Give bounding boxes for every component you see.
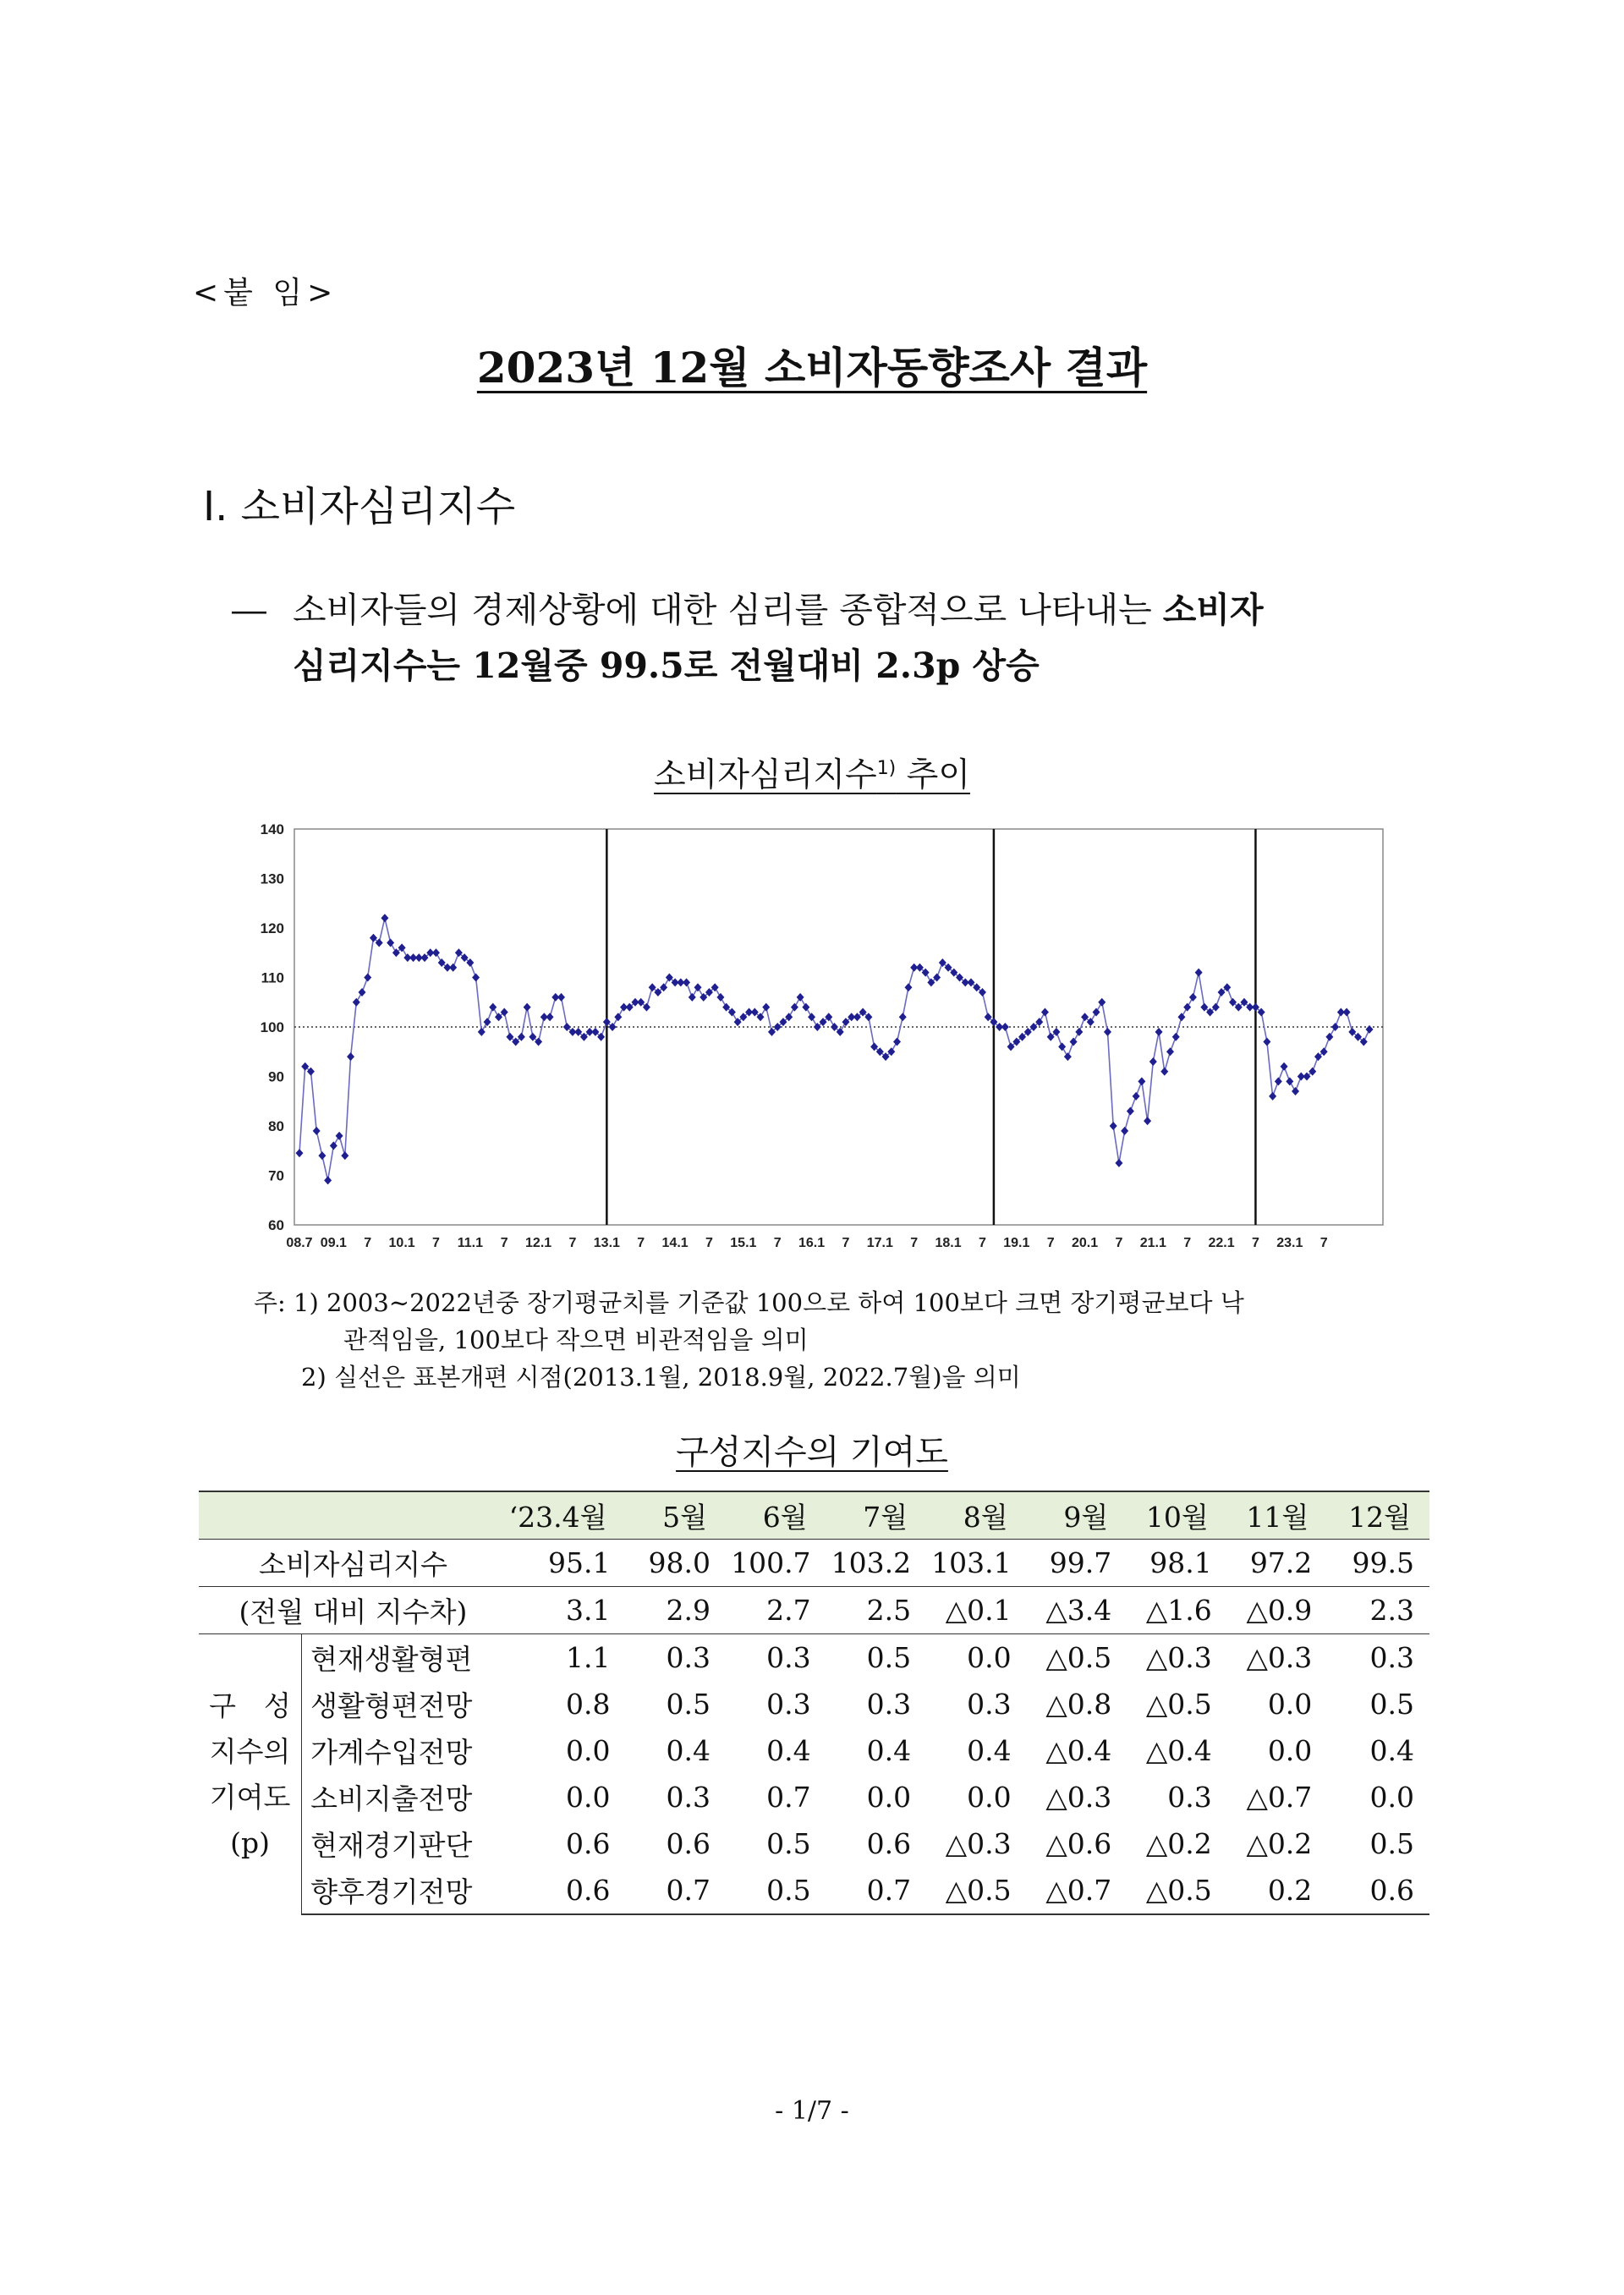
table-row-component xyxy=(199,1681,1429,1727)
note-1 xyxy=(254,1284,1244,1321)
table-cell: 0.2 xyxy=(1227,1867,1328,1914)
x-tick-label: 18.1 xyxy=(935,1236,962,1250)
table-cell: 0.6 xyxy=(508,1867,626,1914)
table-cell: 0.3 xyxy=(766,1641,811,1674)
table-row-csi xyxy=(199,1540,1429,1587)
column-header: 12월 xyxy=(1327,1491,1429,1540)
x-tick-label: 7 xyxy=(705,1236,713,1250)
table-cell: △0.7 xyxy=(1027,1867,1127,1914)
table-cell: 1.1 xyxy=(565,1641,611,1674)
x-tick-label: 22.1 xyxy=(1208,1236,1235,1250)
table-cell: 0.3 xyxy=(766,1688,811,1721)
y-tick-label: 130 xyxy=(260,870,284,887)
column-header: 8월 xyxy=(926,1491,1027,1540)
table-cell: 0.7 xyxy=(766,1781,811,1814)
x-tick-label: 7 xyxy=(1320,1236,1328,1250)
table-cell: 0.4 xyxy=(967,1734,1012,1767)
table-cell: 103.2 xyxy=(826,1540,927,1587)
x-tick-label: 23.1 xyxy=(1276,1236,1303,1250)
x-tick-label: 7 xyxy=(773,1236,782,1250)
table-cell: 0.6 xyxy=(1327,1867,1429,1914)
table-cell: 103.1 xyxy=(926,1540,1027,1587)
x-tick-label: 7 xyxy=(568,1236,577,1250)
summary-text-bold-2: 심리지수는 12월중 99.5로 전월대비 2.3p 상승 xyxy=(293,645,1040,686)
x-tick-label: 7 xyxy=(978,1236,986,1250)
summary-bullet xyxy=(232,582,1450,694)
table-cell: 0.8 xyxy=(565,1688,611,1721)
table-row-component xyxy=(199,1820,1429,1867)
table-cell: 95.1 xyxy=(508,1540,626,1587)
table-cell: △0.6 xyxy=(1045,1827,1112,1860)
section-heading: Ⅰ. 소비자심리지수 xyxy=(203,483,516,530)
note-2-text: 실선은 표본개편 시점(2013.1월, 2018.9월, 2022.7월)을 의미 xyxy=(333,1363,1021,1392)
table-cell: 0.6 xyxy=(565,1827,611,1860)
chart-title-footnote-mark: 1) xyxy=(876,758,897,779)
group-label-line: 지수의 xyxy=(209,1734,291,1768)
table-cell: △0.5 xyxy=(1127,1867,1227,1914)
table-cell: △0.7 xyxy=(1246,1781,1313,1814)
x-tick-label: 7 xyxy=(1115,1236,1123,1250)
note-prefix: 주: xyxy=(254,1288,286,1317)
table-cell: 0.3 xyxy=(666,1641,711,1674)
table-cell: 0.5 xyxy=(726,1867,826,1914)
y-tick-label: 120 xyxy=(260,920,284,936)
x-tick-label: 7 xyxy=(910,1236,919,1250)
table-cell: △0.4 xyxy=(1145,1734,1212,1767)
header-corner xyxy=(199,1491,508,1540)
x-tick-label: 21.1 xyxy=(1139,1236,1166,1250)
column-header: 7월 xyxy=(826,1491,927,1540)
table-cell: 2.5 xyxy=(826,1587,927,1634)
x-tick-label: 12.1 xyxy=(525,1236,552,1250)
group-label-line: 구 성 xyxy=(209,1688,291,1722)
chart-notes xyxy=(254,1284,1244,1396)
dash-mark: ― xyxy=(232,590,266,630)
table-cell: 100.7 xyxy=(726,1540,826,1587)
y-tick-label: 60 xyxy=(268,1217,284,1233)
table-cell: △0.4 xyxy=(1045,1734,1112,1767)
table-cell: 0.0 xyxy=(565,1781,611,1814)
table-cell: 0.5 xyxy=(1369,1688,1414,1721)
chart-title-text xyxy=(654,756,970,794)
row-label: 현재생활형편 xyxy=(310,1643,473,1676)
x-tick-label: 15.1 xyxy=(730,1236,757,1250)
table-cell: △0.3 xyxy=(945,1827,1012,1860)
table-cell: 2.9 xyxy=(625,1587,726,1634)
y-tick-label: 90 xyxy=(268,1068,284,1085)
summary-line-2 xyxy=(232,638,1450,694)
x-tick-label: 13.1 xyxy=(593,1236,620,1250)
row-label: 향후경기전망 xyxy=(302,1867,508,1914)
table-cell: 98.1 xyxy=(1127,1540,1227,1587)
table-cell: 0.3 xyxy=(666,1781,711,1814)
column-header: 6월 xyxy=(726,1491,826,1540)
x-tick-label: 14.1 xyxy=(661,1236,689,1250)
table-cell: 0.5 xyxy=(666,1688,711,1721)
table-cell: 0.0 xyxy=(1369,1781,1414,1814)
page-number: - 1/7 - xyxy=(775,2096,849,2126)
row-label: 소비지출전망 xyxy=(310,1782,473,1815)
chart-title-tail: 추이 xyxy=(896,756,971,794)
table-cell: 0.0 xyxy=(1267,1688,1313,1721)
row-label-change: (전월 대비 지수차) xyxy=(199,1587,508,1634)
note-1-cont: 관적임을, 100보다 작으면 비관적임을 의미 xyxy=(343,1326,809,1354)
table-cell: △3.4 xyxy=(1027,1587,1127,1634)
x-tick-label: 08.7 xyxy=(286,1236,313,1250)
table-cell: 99.5 xyxy=(1327,1540,1429,1587)
table-cell: 98.0 xyxy=(625,1540,726,1587)
table-cell: △0.8 xyxy=(1045,1688,1112,1721)
table-cell: 0.4 xyxy=(866,1734,912,1767)
table-cell: 0.0 xyxy=(967,1781,1012,1814)
table-cell: △0.3 xyxy=(1045,1781,1112,1814)
y-tick-label: 70 xyxy=(268,1167,284,1184)
csi-line-chart xyxy=(237,812,1396,1260)
table-row-component xyxy=(199,1727,1429,1774)
table-header-row xyxy=(199,1491,1429,1540)
x-tick-label: 09.1 xyxy=(320,1236,347,1250)
table-cell: △0.5 xyxy=(1145,1688,1212,1721)
table-cell: 0.5 xyxy=(766,1827,811,1860)
table-cell: 2.7 xyxy=(726,1587,826,1634)
table-cell: 99.7 xyxy=(1027,1540,1127,1587)
table-cell: 0.3 xyxy=(866,1688,912,1721)
y-tick-label: 100 xyxy=(260,1019,284,1035)
x-tick-label: 7 xyxy=(842,1236,850,1250)
table-cell: 0.7 xyxy=(625,1867,726,1914)
x-tick-label: 7 xyxy=(1251,1236,1259,1250)
row-label: 생활형편전망 xyxy=(310,1689,473,1722)
table-cell: △0.9 xyxy=(1227,1587,1328,1634)
table-cell: △0.2 xyxy=(1145,1827,1212,1860)
table-cell: △0.3 xyxy=(1246,1641,1313,1674)
chart-title-main: 소비자심리지수 xyxy=(653,756,877,794)
summary-text-plain: 소비자들의 경제상황에 대한 심리를 종합적으로 나타내는 xyxy=(293,590,1163,630)
x-tick-label: 7 xyxy=(637,1236,645,1250)
group-label xyxy=(199,1634,302,1915)
group-label-line: (p) xyxy=(230,1826,270,1859)
table-cell: 0.3 xyxy=(1369,1641,1414,1674)
plot-area xyxy=(294,829,1383,1225)
table-cell: 2.3 xyxy=(1327,1587,1429,1634)
table-cell: 0.3 xyxy=(967,1688,1012,1721)
column-header: 10월 xyxy=(1127,1491,1227,1540)
x-tick-label: 7 xyxy=(1183,1236,1192,1250)
table-cell: △1.6 xyxy=(1127,1587,1227,1634)
x-tick-label: 7 xyxy=(364,1236,372,1250)
x-tick-label: 7 xyxy=(500,1236,508,1250)
table-cell: 0.0 xyxy=(565,1734,611,1767)
table-cell: 0.3 xyxy=(1167,1781,1212,1814)
row-label: 현재경기판단 xyxy=(310,1829,473,1862)
table-cell: 0.4 xyxy=(1369,1734,1414,1767)
note-2 xyxy=(254,1359,1244,1396)
table-title xyxy=(0,1425,1624,1474)
table-cell: 0.5 xyxy=(1369,1827,1414,1860)
group-label-line: 기여도 xyxy=(209,1780,291,1814)
table-cell: 0.0 xyxy=(1267,1734,1313,1767)
chart-title xyxy=(0,749,1624,796)
x-tick-label: 20.1 xyxy=(1071,1236,1099,1250)
contribution-table xyxy=(199,1491,1429,1915)
table-cell: △0.3 xyxy=(1145,1641,1212,1674)
note-2-number: 2) xyxy=(301,1363,326,1392)
x-tick-label: 7 xyxy=(1046,1236,1055,1250)
row-label: 가계수입전망 xyxy=(310,1736,473,1769)
x-tick-label: 7 xyxy=(432,1236,440,1250)
table-cell: △0.5 xyxy=(926,1867,1027,1914)
table-cell: 3.1 xyxy=(508,1587,626,1634)
column-header: 11월 xyxy=(1227,1491,1328,1540)
table-cell: 0.5 xyxy=(866,1641,912,1674)
table-cell: △0.2 xyxy=(1246,1827,1313,1860)
table-cell: 97.2 xyxy=(1227,1540,1328,1587)
table-cell: 0.4 xyxy=(766,1734,811,1767)
table-cell: 0.6 xyxy=(666,1827,711,1860)
table-row-component xyxy=(199,1867,1429,1914)
attachment-label: <붙 임> xyxy=(193,276,338,310)
table-cell: 0.4 xyxy=(666,1734,711,1767)
table-cell: 0.7 xyxy=(826,1867,927,1914)
summary-text-bold-1: 소비자 xyxy=(1162,590,1264,630)
note-1-number: 1) xyxy=(294,1288,319,1317)
table-cell: 0.0 xyxy=(866,1781,912,1814)
note-1-text: 2003∼2022년중 장기평균치를 기준값 100으로 하여 100보다 크면 장기평균보다 낙 xyxy=(326,1288,1244,1317)
table-cell: 0.0 xyxy=(967,1641,1012,1674)
y-tick-label: 80 xyxy=(268,1118,284,1134)
table-cell: △0.1 xyxy=(926,1587,1027,1634)
table-row-component xyxy=(199,1774,1429,1820)
table-row-component xyxy=(199,1634,1429,1682)
column-header: 9월 xyxy=(1027,1491,1127,1540)
y-tick-label: 140 xyxy=(260,821,284,837)
x-tick-label: 11.1 xyxy=(457,1236,483,1250)
document-title-text: 2023년 12월 소비자동향조사 결과 xyxy=(476,343,1148,393)
table-cell: 0.6 xyxy=(866,1827,912,1860)
x-tick-label: 16.1 xyxy=(798,1236,826,1250)
y-tick-label: 110 xyxy=(261,969,284,986)
x-tick-label: 19.1 xyxy=(1003,1236,1030,1250)
summary-line-1 xyxy=(232,582,1450,638)
column-header: 5월 xyxy=(625,1491,726,1540)
table-title-text: 구성지수의 기여도 xyxy=(676,1433,948,1472)
x-tick-label: 17.1 xyxy=(866,1236,893,1250)
table-cell: △0.5 xyxy=(1045,1641,1112,1674)
document-title xyxy=(0,334,1624,395)
x-tick-label: 10.1 xyxy=(388,1236,415,1250)
row-label-csi: 소비자심리지수 xyxy=(199,1540,508,1587)
table-row-change xyxy=(199,1587,1429,1634)
column-header: ‘23.4월 xyxy=(508,1491,626,1540)
